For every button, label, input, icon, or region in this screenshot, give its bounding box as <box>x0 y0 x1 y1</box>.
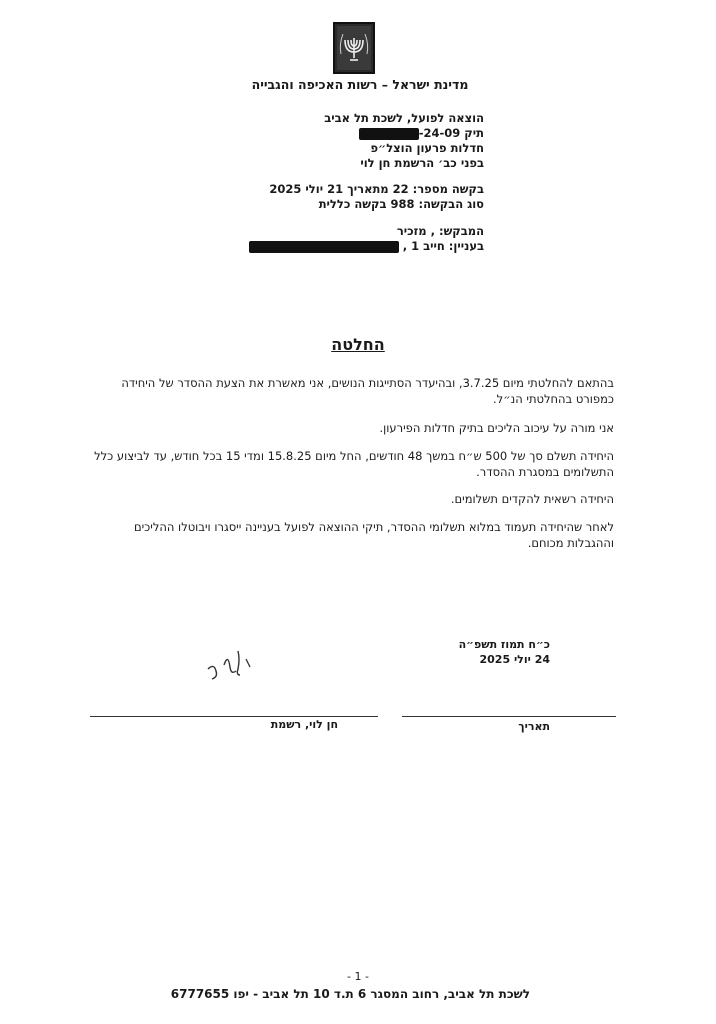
date-label: תאריך <box>518 720 550 733</box>
request-type-line: סוג הבקשה: 988 בקשה כללית <box>318 197 484 211</box>
decision-paragraph: היחידה תשלם סך של 500 ש״ח במשך 48 חודשים, החל מיום 15.8.25 ומדי 15 בכל חודש, עד לביצוע כלל התשלומים במסגרת ההסדר. <box>94 449 614 479</box>
decision-title: החלטה <box>331 335 385 354</box>
decision-paragraph: לאחר שהיחידה תעמוד במלוא תשלומי ההסדר, תיקי ההוצאה לפועל בעניינה ייסגרו ויבוטלו ההליכים וההגבלות מכוחם. <box>133 520 614 550</box>
file-number-redaction <box>359 128 419 140</box>
judge-line: בפני כב׳ הרשמת חן לוי <box>360 156 484 170</box>
department-line: חדלות פרעון הוצל״פ <box>370 141 484 155</box>
date-line <box>402 716 616 717</box>
decision-paragraph: בהתאם להחלטתי מיום 3.7.25, ובהיעדר הסתייגות הנושים, אני מאשרת את הצעת ההסדר של היחידה כמפורט בהחלטתי הנ״ל. <box>121 376 614 406</box>
authority-header: מדינת ישראל – רשות האכיפה והגבייה <box>251 77 469 92</box>
decision-paragraph: אני מורה על עיכוב הליכים בתיק חדלות הפירעון. <box>379 421 614 435</box>
request-number-line: בקשה מספר: 22 מתאריך 21 יולי 2025 <box>269 182 484 196</box>
state-emblem-icon <box>333 22 375 74</box>
signature-line <box>90 716 378 717</box>
page-number: - 1 - <box>347 970 369 983</box>
subject-line <box>164 239 484 254</box>
decision-paragraph: היחידה רשאית להקדים תשלומים. <box>450 492 614 506</box>
footer-address: לשכת תל אביב, רחוב המסגר 6 ת.ד 10 תל אביב - יפו 6777655 <box>170 987 530 1001</box>
office-line: הוצאה לפועל, לשכת תל אביב <box>324 111 484 125</box>
debtor-name-redaction <box>249 241 399 253</box>
applicant-line: המבקש: , מזכיר <box>396 224 484 238</box>
signer-name: חן לוי, רשמת <box>270 718 338 731</box>
subject-prefix: בעניין: חייב 1 , <box>402 239 484 253</box>
gregorian-date: 24 יולי 2025 <box>479 653 550 666</box>
handwritten-signature-icon <box>200 645 270 685</box>
hebrew-date: כ״ח תמוז תשפ״ה <box>458 638 550 651</box>
file-number-line <box>184 126 484 141</box>
file-number-prefix: תיק 24-09- <box>418 126 484 140</box>
